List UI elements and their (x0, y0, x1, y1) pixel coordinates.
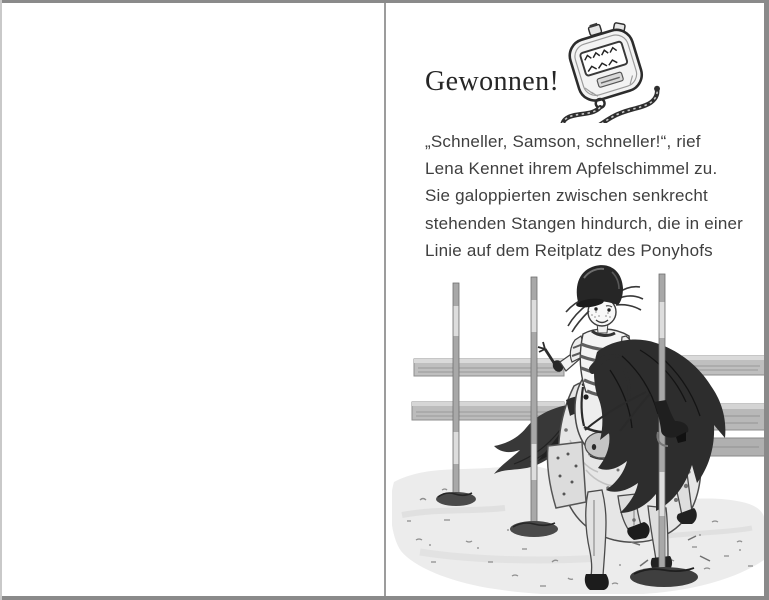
story-line: Linie auf dem Reitplatz des Ponyhofs (425, 240, 713, 260)
pony-slalom-illustration (392, 262, 768, 594)
story-line: stehenden Stangen hindurch, die in einer (425, 213, 744, 233)
story-paragraph (425, 128, 743, 264)
left-page-blank (2, 3, 384, 596)
story-line: Sie galoppierten zwischen senkrecht (425, 186, 708, 206)
frame-border-top (0, 0, 769, 3)
page-spine-divider (384, 0, 386, 600)
chapter-title: Gewonnen! (425, 66, 560, 97)
story-line: Lena Kennet ihrem Apfelschimmel zu. (425, 159, 718, 179)
stopwatch-icon (552, 22, 665, 123)
saddle-pad (547, 442, 586, 508)
frame-border-right (764, 0, 769, 600)
frame-border-bottom (0, 596, 769, 600)
frame-border-left (0, 0, 2, 600)
story-line: „Schneller, Samson, schneller!“, rief (425, 132, 701, 151)
